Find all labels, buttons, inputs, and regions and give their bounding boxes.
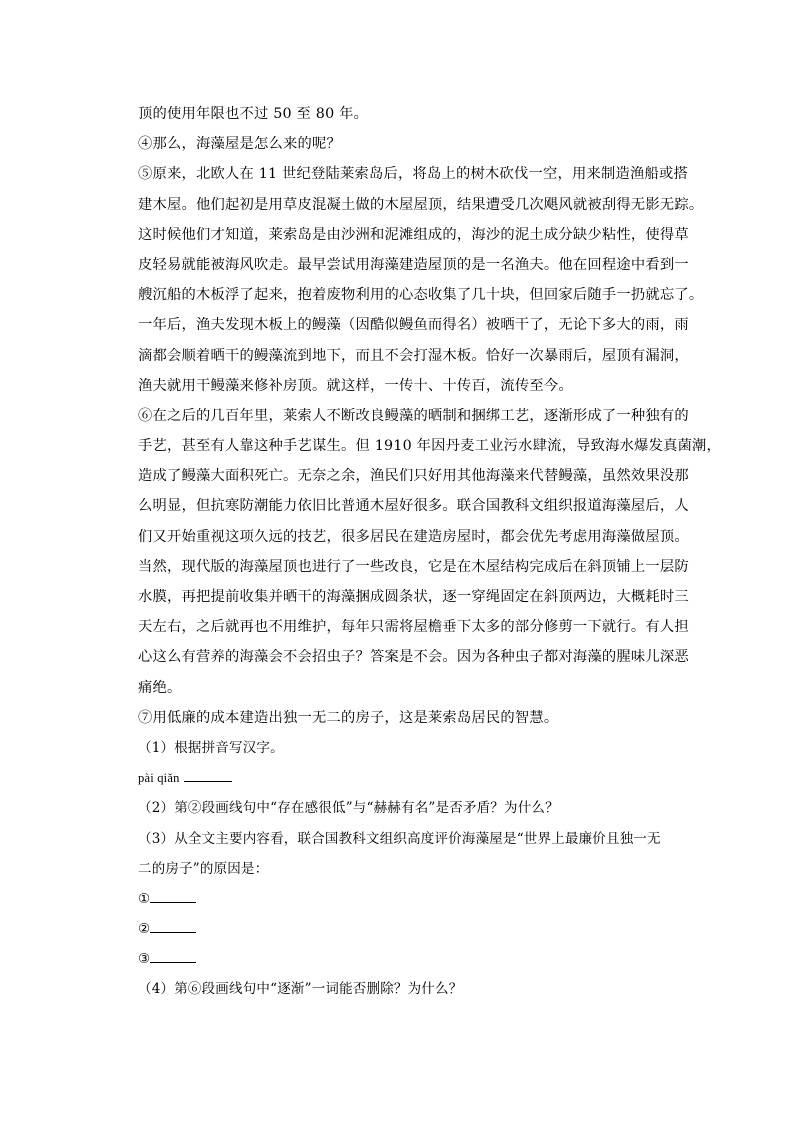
- passage-line: 一年后，渔夫发现木板上的鳗藻（因酷似鳗鱼而得名）被晒干了，无论下多大的雨，雨: [138, 317, 689, 334]
- answer-blank[interactable]: [184, 767, 232, 782]
- item-number: ①: [138, 890, 151, 907]
- passage-line: 当然，现代版的海藻屋顶也进行了一些改良，它是在木屋结构完成后在斜顶铺上一层防: [138, 558, 689, 575]
- passage-line: 建木屋。他们起初是用草皮混凝土做的木屋屋顶，结果遭受几次飓风就被刮得无影无踪。: [138, 196, 704, 213]
- passage-line: 天左右，之后就再也不用维护，每年只需将屋檐垂下太多的部分修剪一下就行。有人担: [138, 619, 689, 636]
- passage-line: 渔夫就用干鳗藻来修补房顶。就这样，一传十、十传百，流传至今。: [138, 377, 573, 394]
- document-page: [138, 99, 722, 1005]
- passage-line: 顶的使用年限也不过 50 至 80 年。: [138, 106, 369, 122]
- passage: [138, 99, 722, 733]
- passage-line: 这时候他们才知道，莱索岛是由沙洲和泥滩组成的，海沙的泥土成分缺少粘性，使得草: [138, 226, 689, 243]
- passage-line: ⑦用低廉的成本建造出独一无二的房子，这是莱索岛居民的智慧。: [138, 709, 559, 726]
- question-3-item-3: [138, 944, 683, 974]
- passage-line: 痛绝。: [138, 679, 182, 696]
- question-4: （4）第⑥段画线句中“逐渐”一词能否删除？为什么？: [138, 981, 463, 998]
- passage-line: 么明显，但抗寒防潮能力依旧比普通木屋好很多。联合国教科文组织报道海藻屋后，人: [138, 498, 689, 515]
- passage-line: 造成了鳗藻大面积死亡。无奈之余，渔民们只好用其他海藻来代替鳗藻，虽然效果没那: [138, 468, 689, 485]
- passage-line: ④那么，海藻屋是怎么来的呢？: [138, 136, 341, 153]
- question-3-line-2: 二的房子”的原因是：: [138, 860, 269, 877]
- passage-line: ⑤原来，北欧人在 11 世纪登陆莱索岛后，将岛上的树木砍伐一空，用来制造渔船或搭: [138, 166, 688, 183]
- passage-line: 手艺，甚至有人靠这种手艺谋生。但 1910 年因丹麦工业污水肆流，导致海水爆发真菌潮，: [138, 438, 722, 455]
- question-3-line-1: （3）从全文主要内容看，联合国教科文组织高度评价海藻屋是“世界上最廉价且独一无: [138, 830, 661, 847]
- questions: [138, 733, 683, 1005]
- passage-line: ⑥在之后的几百年里，莱索人不断改良鳗藻的晒制和捆绑工艺，逐渐形成了一种独有的: [138, 407, 689, 424]
- passage-line: 皮轻易就能被海风吹走。最早尝试用海藻建造屋顶的是一名渔夫。他在回程途中看到一: [138, 256, 689, 273]
- question-2: （2）第②段画线句中“存在感很低”与“赫赫有名”是否矛盾？为什么？: [138, 800, 559, 817]
- question-3-item-1: [138, 884, 683, 914]
- item-number: ②: [138, 921, 151, 938]
- question-3-item-2: [138, 914, 683, 944]
- passage-line: 心这么有营养的海藻会不会招虫子？答案是不会。因为各种虫子都对海藻的腥味儿深恶: [138, 649, 689, 666]
- pinyin-label: pài qiǎn: [138, 771, 180, 786]
- answer-blank[interactable]: [150, 888, 196, 903]
- passage-line: 水膜，再把提前收集并晒干的海藻捆成圆条状，逐一穿绳固定在斜顶两边，大概耗时三: [138, 589, 689, 605]
- passage-line: 滴都会顺着晒干的鳗藻流到地下，而且不会打湿木板。恰好一次暴雨后，屋顶有漏洞，: [138, 347, 689, 364]
- answer-blank[interactable]: [150, 918, 196, 933]
- passage-line: 们又开始重视这项久远的技艺，很多居民在建造房屋时，都会优先考虑用海藻做屋顶。: [138, 528, 689, 545]
- question-1: （1）根据拼音写汉字。: [138, 739, 284, 756]
- question-1-pinyin-row: [138, 763, 683, 793]
- passage-line: 艘沉船的木板浮了起来，抱着废物利用的心态收集了几十块，但回家后随手一扔就忘了。: [138, 287, 704, 304]
- item-number: ③: [138, 951, 151, 968]
- answer-blank[interactable]: [150, 948, 196, 963]
